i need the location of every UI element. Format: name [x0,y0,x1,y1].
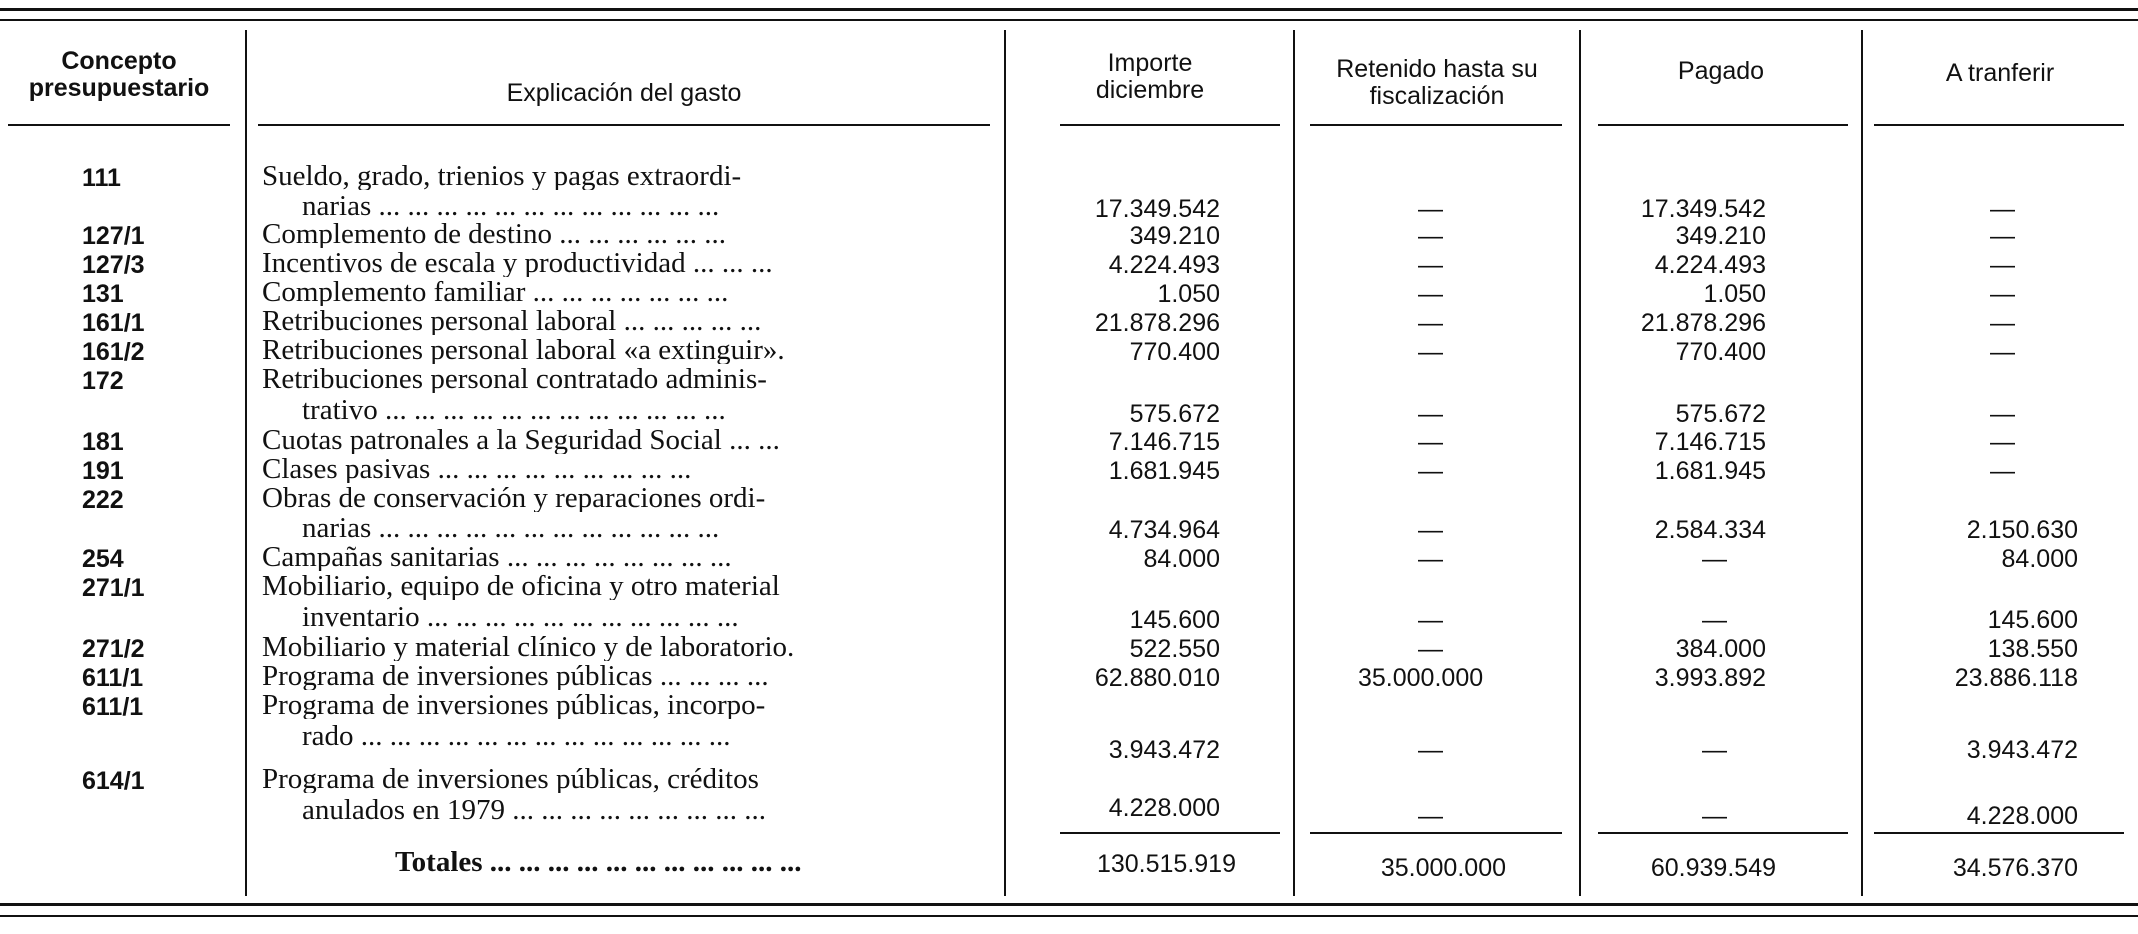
row-importe: 4.734.964 [1108,516,1220,544]
row-importe: 62.880.010 [1094,664,1220,692]
bottom-rule-thin [0,915,2138,917]
row-retenido: — [1418,222,1443,250]
row-pagado: — [1702,606,1727,634]
row-importe: 3.943.472 [1108,736,1220,764]
row-transferir: — [1990,195,2015,223]
row-pagado: 575.672 [1675,400,1766,428]
row-description: narias ... ... ... ... ... ... ... ... ... ... ... ... [302,514,720,542]
column-separator [245,30,247,896]
row-retenido: — [1418,400,1443,428]
row-description: Mobiliario y material clínico y de laboratorio. [262,633,795,661]
row-code: 222 [82,486,124,514]
totals-importe: 130.515.919 [1096,850,1236,878]
row-code: 181 [82,428,124,456]
row-transferir: 4.228.000 [1966,802,2078,830]
row-retenido: — [1418,635,1443,663]
header-importe-line: diciembre [1095,76,1205,104]
header-concepto [8,48,230,102]
row-pagado: — [1702,802,1727,830]
row-pagado: 770.400 [1675,338,1766,366]
row-code: 161/2 [82,338,145,366]
row-description: Cuotas patronales a la Seguridad Social ... ... [262,426,780,454]
header-retenido [1298,56,1576,110]
row-importe: 575.672 [1129,400,1220,428]
row-importe: 17.349.542 [1094,195,1220,223]
column-separator [1293,30,1295,896]
row-description: Sueldo, grado, trienios y pagas extraordi- [262,162,742,190]
row-code: 172 [82,367,124,395]
row-transferir: 3.943.472 [1966,736,2078,764]
header-underline [1598,124,1848,126]
row-pagado: 1.050 [1703,280,1766,308]
row-code: 271/1 [82,574,145,602]
row-description: anulados en 1979 ... ... ... ... ... ... ... ... ... [302,796,766,824]
row-retenido: — [1418,251,1443,279]
row-importe: 1.681.945 [1108,457,1220,485]
row-importe: 4.224.493 [1108,251,1220,279]
row-importe: 7.146.715 [1108,428,1220,456]
row-description: rado ... ... ... ... ... ... ... ... ... ... ... ... ... [302,722,731,750]
row-pagado: 3.993.892 [1654,664,1766,692]
row-retenido: — [1418,516,1443,544]
row-transferir: — [1990,251,2015,279]
row-importe: 21.878.296 [1094,309,1220,337]
column-separator [1579,30,1581,896]
totals-transferir: 34.576.370 [1952,854,2078,882]
row-transferir: — [1990,222,2015,250]
row-code: 254 [82,545,124,573]
header-transferir: A tranferir [1945,59,2055,87]
row-code: 611/1 [82,664,144,692]
top-rule-thin [0,19,2138,21]
row-description: narias ... ... ... ... ... ... ... ... ... ... ... ... [302,192,720,220]
row-importe: 349.210 [1129,222,1220,250]
totals-underline [1874,832,2124,834]
row-description: Complemento familiar ... ... ... ... ... ... ... [262,278,729,306]
row-description: Mobiliario, equipo de oficina y otro material [262,572,780,600]
row-transferir: — [1990,280,2015,308]
row-pagado: 1.681.945 [1654,457,1766,485]
totals-label: Totales ... ... ... ... ... ... ... ... ... ... ... [395,848,802,876]
row-description: trativo ... ... ... ... ... ... ... ... ... ... ... ... [302,396,726,424]
row-importe: 522.550 [1129,635,1220,663]
header-underline [258,124,990,126]
row-code: 127/1 [82,222,145,250]
header-importe [1010,50,1290,104]
top-rule-thick [0,8,2138,11]
row-code: 111 [82,164,121,192]
header-importe-line: Importe [1107,49,1193,77]
row-transferir: 2.150.630 [1966,516,2078,544]
row-pagado: 2.584.334 [1654,516,1766,544]
totals-underline [1310,832,1562,834]
row-transferir: — [1990,400,2015,428]
row-pagado: 7.146.715 [1654,428,1766,456]
totals-underline [1060,832,1280,834]
row-pagado: 21.878.296 [1640,309,1766,337]
totals-underline [1598,832,1848,834]
row-pagado: 17.349.542 [1640,195,1766,223]
row-importe: 4.228.000 [1108,794,1220,822]
header-retenido-line: fiscalización [1369,82,1505,110]
row-transferir: — [1990,457,2015,485]
row-retenido: — [1418,280,1443,308]
row-importe: 84.000 [1143,545,1220,573]
row-description: inventario ... ... ... ... ... ... ... ... ... ... ... [302,603,739,631]
row-description: Retribuciones personal laboral ... ... ... ... ... [262,307,762,335]
row-transferir: — [1990,428,2015,456]
row-transferir: 84.000 [2001,545,2078,573]
row-code: 131 [82,280,124,308]
row-description: Clases pasivas ... ... ... ... ... ... ... ... ... [262,455,692,483]
row-description: Retribuciones personal contratado adminis- [262,365,767,393]
row-code: 161/1 [82,309,145,337]
row-description: Incentivos de escala y productividad ... ... ... [262,249,773,277]
row-code: 611/1 [82,693,144,721]
row-description: Programa de inversiones públicas, incorpo- [262,691,766,719]
totals-pagado: 60.939.549 [1650,854,1776,882]
header-pagado: Pagado [1677,57,1765,85]
totals-retenido: 35.000.000 [1380,854,1506,882]
row-pagado: 349.210 [1675,222,1766,250]
row-retenido: — [1418,457,1443,485]
row-description: Campañas sanitarias ... ... ... ... ... ... ... ... [262,543,732,571]
bottom-rule-thick [0,903,2138,906]
row-transferir: 23.886.118 [1954,664,2078,692]
row-transferir: — [1990,338,2015,366]
header-concepto-line: presupuestario [28,74,210,102]
row-retenido: — [1418,736,1443,764]
row-importe: 145.600 [1129,606,1220,634]
row-description: Complemento de destino ... ... ... ... ... ... [262,220,726,248]
row-transferir: 145.600 [1987,606,2078,634]
header-concepto-line: Concepto [61,47,177,75]
row-pagado: — [1702,736,1727,764]
row-description: Obras de conservación y reparaciones ordi- [262,484,766,512]
header-underline [1874,124,2124,126]
row-description: Programa de inversiones públicas ... ... ... ... [262,662,769,690]
row-retenido: — [1418,195,1443,223]
row-retenido: 35.000.000 [1358,664,1484,692]
row-pagado: 4.224.493 [1654,251,1766,279]
row-retenido: — [1418,606,1443,634]
row-transferir: 138.550 [1987,635,2078,663]
row-retenido: — [1418,802,1443,830]
row-retenido: — [1418,309,1443,337]
header-explicacion: Explicación del gasto [506,79,742,107]
column-separator [1004,30,1006,896]
header-retenido-line: Retenido hasta su [1336,55,1538,83]
row-pagado: 384.000 [1675,635,1766,663]
row-retenido: — [1418,428,1443,456]
header-underline [1060,124,1280,126]
row-code: 191 [82,457,124,485]
row-importe: 770.400 [1129,338,1220,366]
row-importe: 1.050 [1157,280,1220,308]
row-retenido: — [1418,338,1443,366]
row-pagado: — [1702,545,1727,573]
row-retenido: — [1418,545,1443,573]
header-underline [1310,124,1562,126]
column-separator [1861,30,1863,896]
row-description: Retribuciones personal laboral «a extinguir». [262,336,785,364]
row-description: Programa de inversiones públicas, créditos [262,765,759,793]
row-transferir: — [1990,309,2015,337]
header-underline [8,124,230,126]
row-code: 614/1 [82,767,145,795]
row-code: 127/3 [82,251,145,279]
row-code: 271/2 [82,635,145,663]
